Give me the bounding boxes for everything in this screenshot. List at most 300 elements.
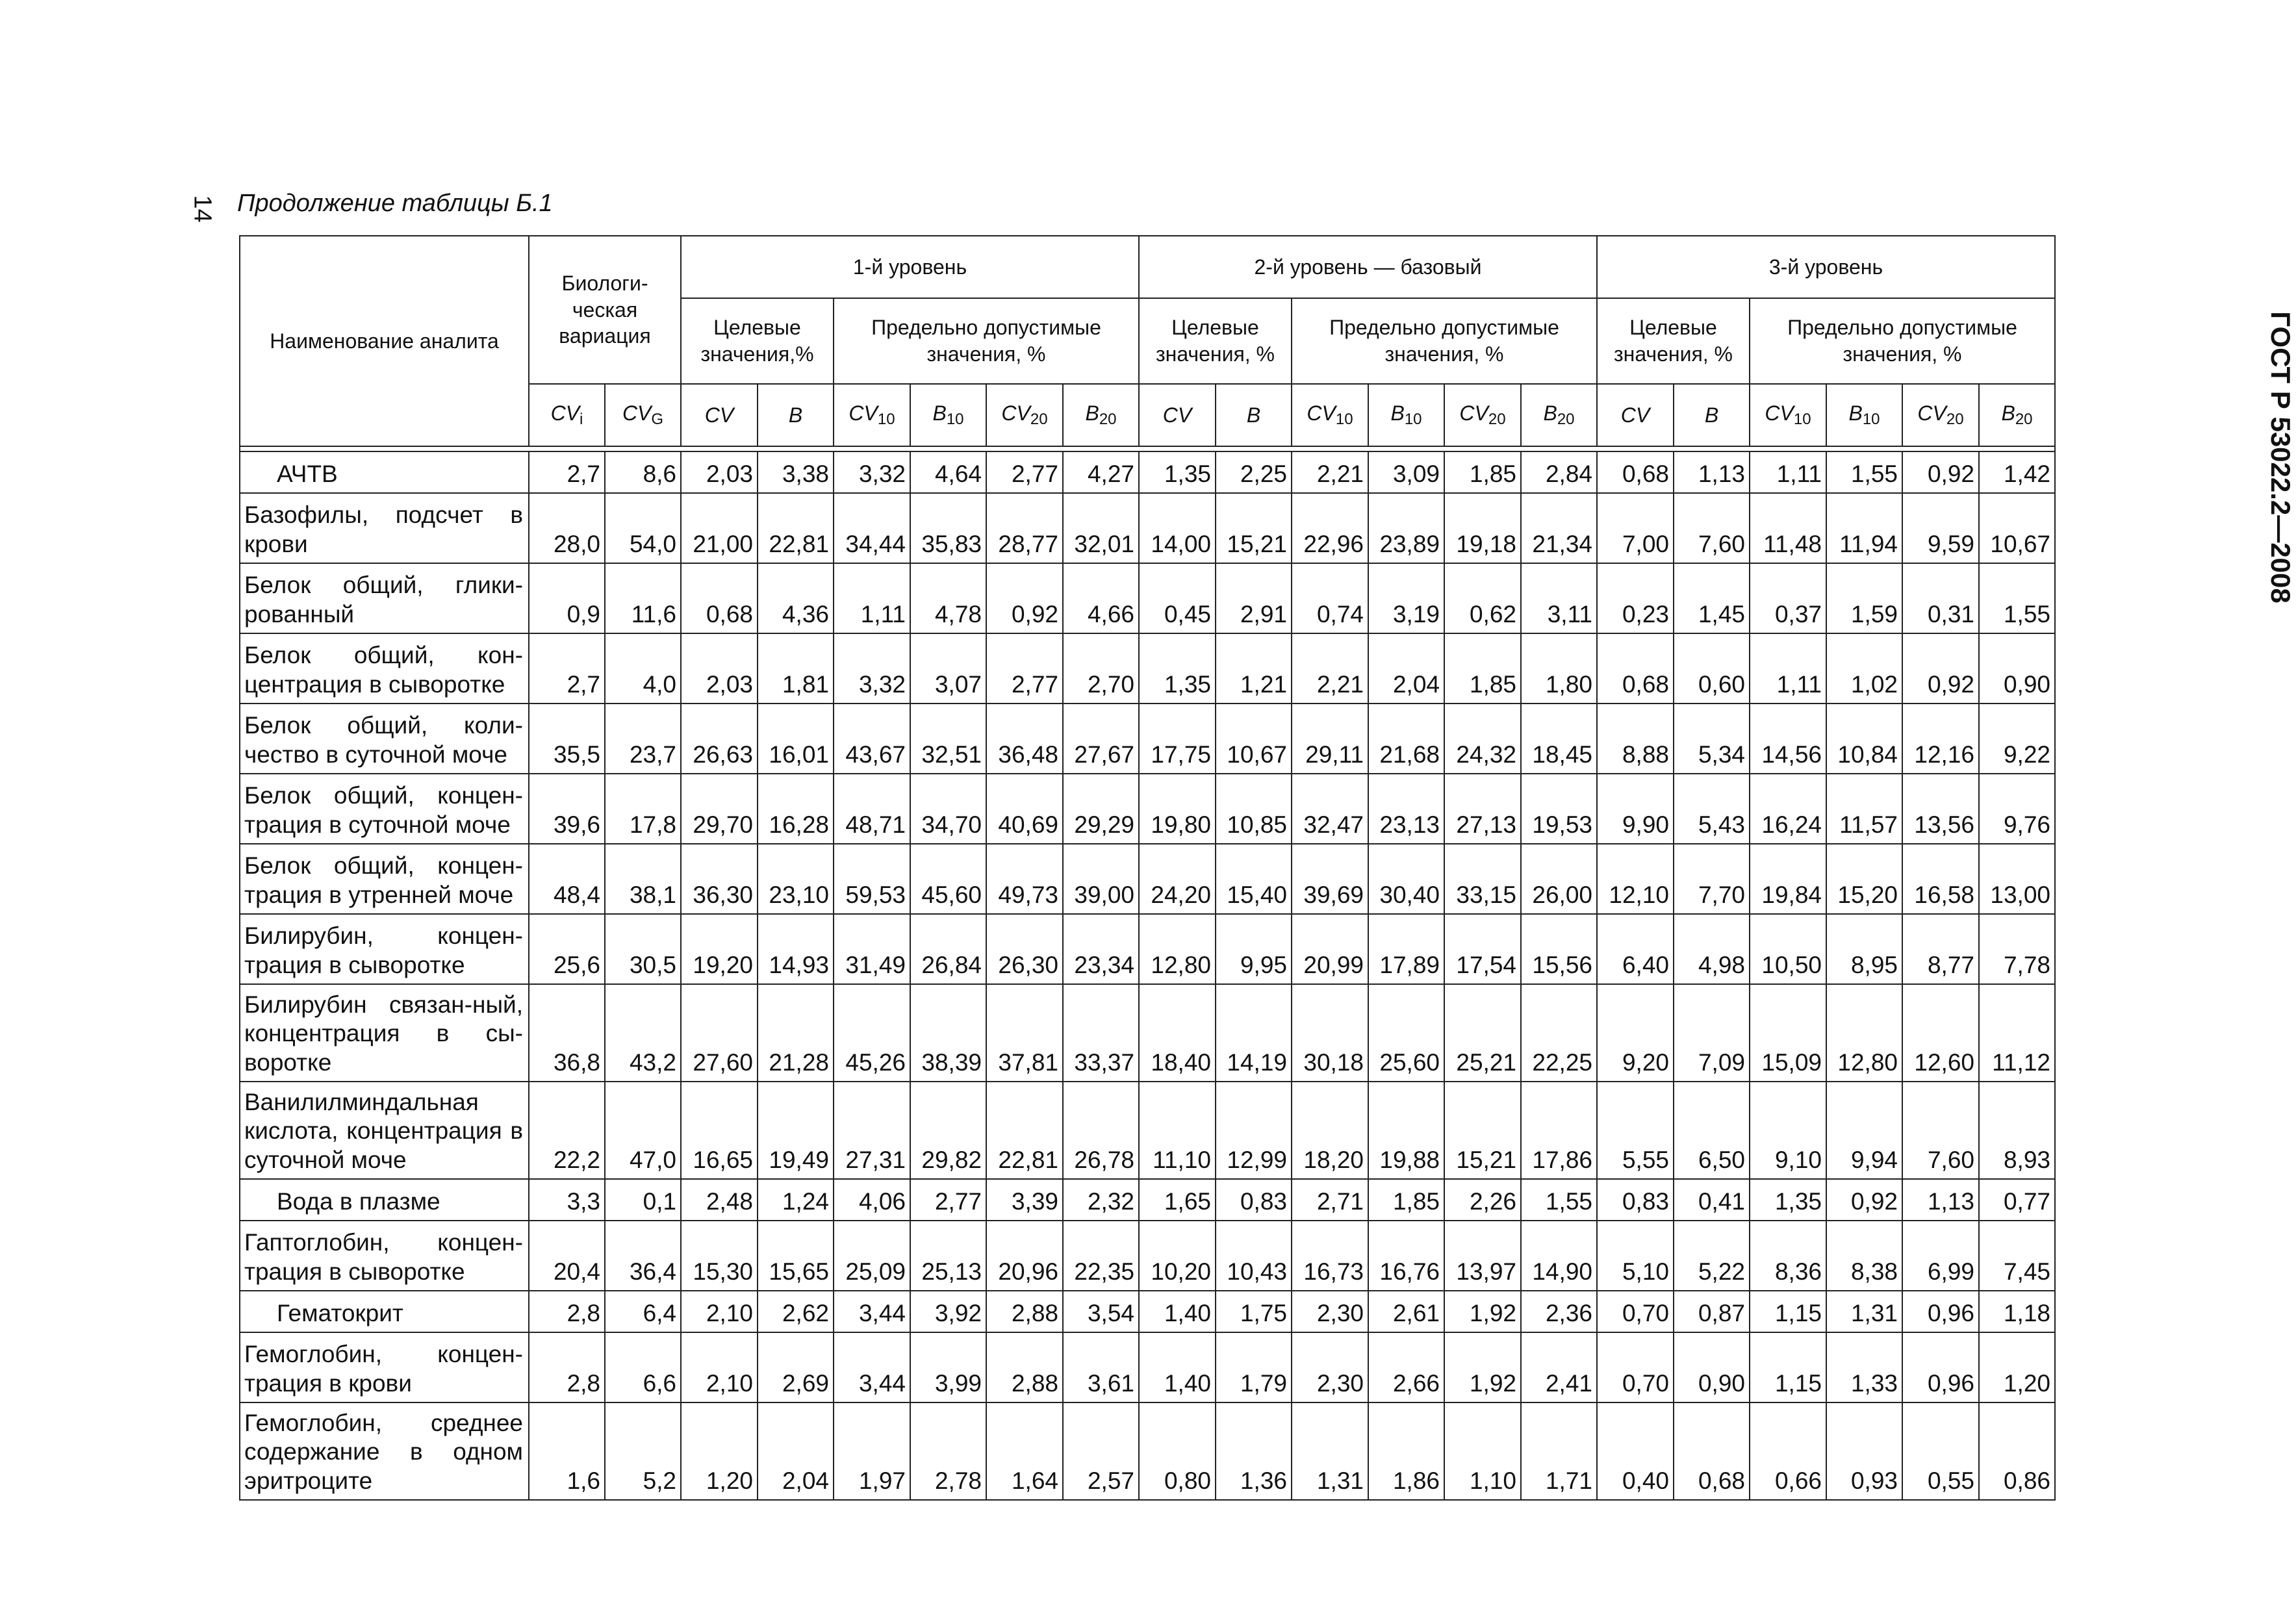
value-cell: 5,34 (1674, 704, 1750, 774)
analyte-name: АЧТВ (240, 451, 529, 493)
value-cell: 1,92 (1444, 1291, 1521, 1332)
value-cell: 15,65 (758, 1221, 834, 1291)
value-cell: 8,38 (1826, 1221, 1902, 1291)
value-cell: 45,26 (834, 984, 910, 1082)
analyte-name: Гемоглобин, концен-трация в крови (240, 1332, 529, 1402)
value-cell: 9,20 (1597, 984, 1674, 1082)
value-cell: 30,40 (1368, 844, 1444, 914)
value-cell: 1,45 (1674, 563, 1750, 633)
value-cell: 2,78 (910, 1402, 986, 1500)
header-cv20: $CV_{20}$ (1902, 384, 1979, 446)
value-cell: 21,68 (1368, 704, 1444, 774)
header-b20: $B_{20}$ (1521, 384, 1597, 446)
value-cell: 0,90 (1979, 633, 2055, 704)
value-cell: 1,11 (1750, 633, 1826, 704)
analyte-name: Белок общий, концен-трация в утренней моче (240, 844, 529, 914)
value-cell: 10,67 (1216, 704, 1292, 774)
value-cell: 16,58 (1902, 844, 1979, 914)
value-cell: 19,49 (758, 1082, 834, 1179)
value-cell: 0,70 (1597, 1332, 1674, 1402)
value-cell: 8,77 (1902, 914, 1979, 984)
value-cell: 1,18 (1979, 1291, 2055, 1332)
value-cell: 23,10 (758, 844, 834, 914)
table-row (240, 1082, 2055, 1179)
value-cell: 49,73 (986, 844, 1063, 914)
value-cell: 2,77 (986, 633, 1063, 704)
value-cell: 22,25 (1521, 984, 1597, 1082)
value-cell: 6,40 (1597, 914, 1674, 984)
value-cell: 27,60 (681, 984, 758, 1082)
analyte-name: Белок общий, концен-трация в суточной моче (240, 774, 529, 844)
value-cell: 15,40 (1216, 844, 1292, 914)
value-cell: 6,99 (1902, 1221, 1979, 1291)
table-row (240, 774, 2055, 844)
table-row (240, 633, 2055, 704)
value-cell: 14,90 (1521, 1221, 1597, 1291)
value-cell: 4,98 (1674, 914, 1750, 984)
value-cell: 27,31 (834, 1082, 910, 1179)
value-cell: 4,66 (1063, 563, 1139, 633)
value-cell: 16,76 (1368, 1221, 1444, 1291)
value-cell: 18,20 (1292, 1082, 1368, 1179)
value-cell: 0,37 (1750, 563, 1826, 633)
value-cell: 0,70 (1597, 1291, 1674, 1332)
value-cell: 17,86 (1521, 1082, 1597, 1179)
value-cell: 35,5 (529, 704, 605, 774)
value-cell: 1,42 (1979, 451, 2055, 493)
value-cell: 0,92 (1902, 451, 1979, 493)
value-cell: 8,36 (1750, 1221, 1826, 1291)
value-cell: 39,6 (529, 774, 605, 844)
analyte-name: Билирубин связан-ный, концентрация в сы-воротке (240, 984, 529, 1082)
header-target-l1: Целевые значения,% (681, 298, 834, 384)
header-separator (240, 446, 2055, 451)
analyte-name: Белок общий, глики-рованный (240, 563, 529, 633)
value-cell: 0,86 (1979, 1402, 2055, 1500)
value-cell: 12,10 (1597, 844, 1674, 914)
analyte-name: Гемоглобин, среднее содержание в одном эритроците (240, 1402, 529, 1500)
value-cell: 5,55 (1597, 1082, 1674, 1179)
table-caption: Продолжение таблицы Б.1 (237, 190, 553, 217)
table-body (240, 451, 2055, 1500)
value-cell: 11,10 (1139, 1082, 1216, 1179)
value-cell: 2,62 (758, 1291, 834, 1332)
value-cell: 34,44 (834, 493, 910, 563)
table-row (240, 1332, 2055, 1402)
value-cell: 33,15 (1444, 844, 1521, 914)
value-cell: 4,06 (834, 1179, 910, 1221)
value-cell: 22,81 (758, 493, 834, 563)
value-cell: 1,40 (1139, 1291, 1216, 1332)
header-cv10: $CV_{10}$ (1750, 384, 1826, 446)
value-cell: 6,4 (605, 1291, 681, 1332)
header-level-3: 3-й уровень (1597, 236, 2055, 298)
value-cell: 1,35 (1139, 451, 1216, 493)
value-cell: 36,30 (681, 844, 758, 914)
header-b10: $B_{10}$ (1368, 384, 1444, 446)
header-b20: $B_{20}$ (1063, 384, 1139, 446)
value-cell: 2,36 (1521, 1291, 1597, 1332)
value-cell: 36,4 (605, 1221, 681, 1291)
analyte-name: Гематокрит (240, 1291, 529, 1332)
value-cell: 0,87 (1674, 1291, 1750, 1332)
value-cell: 45,60 (910, 844, 986, 914)
value-cell: 26,84 (910, 914, 986, 984)
value-cell: 9,22 (1979, 704, 2055, 774)
value-cell: 12,80 (1826, 984, 1902, 1082)
value-cell: 27,67 (1063, 704, 1139, 774)
table-row (240, 1402, 2055, 1500)
value-cell: 30,18 (1292, 984, 1368, 1082)
value-cell: 3,99 (910, 1332, 986, 1402)
value-cell: 1,75 (1216, 1291, 1292, 1332)
value-cell: 25,6 (529, 914, 605, 984)
value-cell: 8,93 (1979, 1082, 2055, 1179)
value-cell: 31,49 (834, 914, 910, 984)
value-cell: 1,15 (1750, 1332, 1826, 1402)
value-cell: 0,68 (1597, 633, 1674, 704)
value-cell: 3,92 (910, 1291, 986, 1332)
value-cell: 2,7 (529, 451, 605, 493)
value-cell: 5,43 (1674, 774, 1750, 844)
value-cell: 0,83 (1216, 1179, 1292, 1221)
value-cell: 1,24 (758, 1179, 834, 1221)
value-cell: 2,70 (1063, 633, 1139, 704)
header-cvg: $CV_G$ (605, 384, 681, 446)
value-cell: 3,11 (1521, 563, 1597, 633)
header-target-l3: Целевые значения, % (1597, 298, 1750, 384)
value-cell: 2,30 (1292, 1291, 1368, 1332)
value-cell: 59,53 (834, 844, 910, 914)
value-cell: 14,00 (1139, 493, 1216, 563)
value-cell: 4,36 (758, 563, 834, 633)
value-cell: 54,0 (605, 493, 681, 563)
value-cell: 5,10 (1597, 1221, 1674, 1291)
header-cv: CV (1139, 384, 1216, 446)
value-cell: 0,41 (1674, 1179, 1750, 1221)
value-cell: 9,76 (1979, 774, 2055, 844)
value-cell: 22,2 (529, 1082, 605, 1179)
value-cell: 36,8 (529, 984, 605, 1082)
value-cell: 23,7 (605, 704, 681, 774)
value-cell: 1,65 (1139, 1179, 1216, 1221)
value-cell: 32,01 (1063, 493, 1139, 563)
value-cell: 15,20 (1826, 844, 1902, 914)
value-cell: 7,70 (1674, 844, 1750, 914)
value-cell: 0,68 (1674, 1402, 1750, 1500)
value-cell: 9,94 (1826, 1082, 1902, 1179)
value-cell: 0,40 (1597, 1402, 1674, 1500)
value-cell: 8,88 (1597, 704, 1674, 774)
value-cell: 21,28 (758, 984, 834, 1082)
value-cell: 2,66 (1368, 1332, 1444, 1402)
value-cell: 26,78 (1063, 1082, 1139, 1179)
value-cell: 8,95 (1826, 914, 1902, 984)
value-cell: 1,59 (1826, 563, 1902, 633)
value-cell: 3,3 (529, 1179, 605, 1221)
value-cell: 15,21 (1216, 493, 1292, 563)
value-cell: 12,99 (1216, 1082, 1292, 1179)
value-cell: 1,15 (1750, 1291, 1826, 1332)
value-cell: 3,54 (1063, 1291, 1139, 1332)
value-cell: 1,33 (1826, 1332, 1902, 1402)
value-cell: 1,97 (834, 1402, 910, 1500)
value-cell: 2,48 (681, 1179, 758, 1221)
value-cell: 1,35 (1139, 633, 1216, 704)
value-cell: 12,16 (1902, 704, 1979, 774)
analyte-name: Белок общий, кон-центрация в сыворотке (240, 633, 529, 704)
value-cell: 1,31 (1292, 1402, 1368, 1500)
value-cell: 1,20 (1979, 1332, 2055, 1402)
header-cv10: $CV_{10}$ (1292, 384, 1368, 446)
value-cell: 23,13 (1368, 774, 1444, 844)
value-cell: 23,34 (1063, 914, 1139, 984)
analyte-name: Белок общий, коли-чество в суточной моче (240, 704, 529, 774)
value-cell: 19,84 (1750, 844, 1826, 914)
value-cell: 20,99 (1292, 914, 1368, 984)
header-b10: $B_{10}$ (1826, 384, 1902, 446)
value-cell: 0,1 (605, 1179, 681, 1221)
value-cell: 32,51 (910, 704, 986, 774)
header-limit-l3: Предельно допустимые значения, % (1750, 298, 2055, 384)
value-cell: 2,32 (1063, 1179, 1139, 1221)
value-cell: 4,0 (605, 633, 681, 704)
separator-cell (240, 446, 2055, 451)
header-cv: CV (1597, 384, 1674, 446)
value-cell: 2,03 (681, 633, 758, 704)
value-cell: 0,23 (1597, 563, 1674, 633)
value-cell: 2,77 (986, 451, 1063, 493)
value-cell: 3,44 (834, 1291, 910, 1332)
value-cell: 26,00 (1521, 844, 1597, 914)
value-cell: 1,13 (1902, 1179, 1979, 1221)
value-cell: 6,50 (1674, 1082, 1750, 1179)
value-cell: 7,09 (1674, 984, 1750, 1082)
value-cell: 5,2 (605, 1402, 681, 1500)
value-cell: 2,26 (1444, 1179, 1521, 1221)
value-cell: 7,00 (1597, 493, 1674, 563)
value-cell: 33,37 (1063, 984, 1139, 1082)
value-cell: 2,21 (1292, 451, 1368, 493)
value-cell: 19,80 (1139, 774, 1216, 844)
value-cell: 3,32 (834, 633, 910, 704)
value-cell: 16,73 (1292, 1221, 1368, 1291)
header-cvi: $CV_i$ (529, 384, 605, 446)
analyte-name: Гаптоглобин, концен-трация в сыворотке (240, 1221, 529, 1291)
value-cell: 2,88 (986, 1291, 1063, 1332)
value-cell: 1,79 (1216, 1332, 1292, 1402)
value-cell: 1,13 (1674, 451, 1750, 493)
value-cell: 29,11 (1292, 704, 1368, 774)
value-cell: 4,78 (910, 563, 986, 633)
value-cell: 22,96 (1292, 493, 1368, 563)
value-cell: 28,77 (986, 493, 1063, 563)
value-cell: 0,45 (1139, 563, 1216, 633)
value-cell: 1,85 (1444, 451, 1521, 493)
value-cell: 36,48 (986, 704, 1063, 774)
value-cell: 9,59 (1902, 493, 1979, 563)
value-cell: 2,41 (1521, 1332, 1597, 1402)
value-cell: 1,11 (1750, 451, 1826, 493)
value-cell: 10,85 (1216, 774, 1292, 844)
value-cell: 9,90 (1597, 774, 1674, 844)
value-cell: 0,92 (986, 563, 1063, 633)
value-cell: 34,70 (910, 774, 986, 844)
value-cell: 12,80 (1139, 914, 1216, 984)
value-cell: 7,45 (1979, 1221, 2055, 1291)
header-limit-l2: Предельно допустимые значения, % (1292, 298, 1597, 384)
value-cell: 12,60 (1902, 984, 1979, 1082)
value-cell: 2,61 (1368, 1291, 1444, 1332)
value-cell: 28,0 (529, 493, 605, 563)
value-cell: 29,70 (681, 774, 758, 844)
value-cell: 11,48 (1750, 493, 1826, 563)
analyte-table (239, 235, 2056, 1501)
header-b: B (758, 384, 834, 446)
header-b10: $B_{10}$ (910, 384, 986, 446)
value-cell: 48,4 (529, 844, 605, 914)
value-cell: 32,47 (1292, 774, 1368, 844)
header-bio-variation: Биологи-ческая вариация (529, 236, 681, 384)
value-cell: 29,29 (1063, 774, 1139, 844)
value-cell: 11,6 (605, 563, 681, 633)
value-cell: 1,92 (1444, 1332, 1521, 1402)
value-cell: 35,83 (910, 493, 986, 563)
table-row (240, 1179, 2055, 1221)
header-cv20: $CV_{20}$ (1444, 384, 1521, 446)
gost-designation: ГОСТ Р 53022.2—2008 (2265, 311, 2296, 603)
value-cell: 1,40 (1139, 1332, 1216, 1402)
value-cell: 3,32 (834, 451, 910, 493)
value-cell: 1,21 (1216, 633, 1292, 704)
table-row (240, 563, 2055, 633)
value-cell: 27,13 (1444, 774, 1521, 844)
value-cell: 2,10 (681, 1332, 758, 1402)
value-cell: 3,61 (1063, 1332, 1139, 1402)
value-cell: 17,75 (1139, 704, 1216, 774)
value-cell: 1,85 (1368, 1179, 1444, 1221)
page-number: 14 (188, 195, 216, 223)
value-cell: 1,80 (1521, 633, 1597, 704)
value-cell: 2,04 (1368, 633, 1444, 704)
table-row (240, 914, 2055, 984)
value-cell: 20,96 (986, 1221, 1063, 1291)
value-cell: 13,97 (1444, 1221, 1521, 1291)
value-cell: 38,1 (605, 844, 681, 914)
value-cell: 16,28 (758, 774, 834, 844)
value-cell: 4,64 (910, 451, 986, 493)
value-cell: 2,77 (910, 1179, 986, 1221)
value-cell: 24,20 (1139, 844, 1216, 914)
value-cell: 0,66 (1750, 1402, 1826, 1500)
value-cell: 0,68 (1597, 451, 1674, 493)
value-cell: 11,57 (1826, 774, 1902, 844)
value-cell: 15,09 (1750, 984, 1826, 1082)
value-cell: 3,38 (758, 451, 834, 493)
value-cell: 0,92 (1902, 633, 1979, 704)
value-cell: 1,20 (681, 1402, 758, 1500)
analyte-name: Вода в плазме (240, 1179, 529, 1221)
value-cell: 25,21 (1444, 984, 1521, 1082)
value-cell: 0,55 (1902, 1402, 1979, 1500)
table-row (240, 704, 2055, 774)
value-cell: 13,00 (1979, 844, 2055, 914)
value-cell: 1,81 (758, 633, 834, 704)
value-cell: 22,35 (1063, 1221, 1139, 1291)
value-cell: 10,67 (1979, 493, 2055, 563)
table-row (240, 493, 2055, 563)
value-cell: 7,60 (1902, 1082, 1979, 1179)
value-cell: 2,03 (681, 451, 758, 493)
value-cell: 19,20 (681, 914, 758, 984)
header-cv10: $CV_{10}$ (834, 384, 910, 446)
header-cv20: $CV_{20}$ (986, 384, 1063, 446)
analyte-name: Ванилилминдальная кислота, концентрация в суточной моче (240, 1082, 529, 1179)
value-cell: 1,35 (1750, 1179, 1826, 1221)
value-cell: 47,0 (605, 1082, 681, 1179)
value-cell: 21,34 (1521, 493, 1597, 563)
value-cell: 40,69 (986, 774, 1063, 844)
value-cell: 0,90 (1674, 1332, 1750, 1402)
value-cell: 25,13 (910, 1221, 986, 1291)
value-cell: 17,8 (605, 774, 681, 844)
value-cell: 4,27 (1063, 451, 1139, 493)
value-cell: 0,74 (1292, 563, 1368, 633)
analyte-name: Базофилы, подсчет в крови (240, 493, 529, 563)
value-cell: 2,04 (758, 1402, 834, 1500)
value-cell: 2,10 (681, 1291, 758, 1332)
table-row (240, 1291, 2055, 1332)
value-cell: 3,19 (1368, 563, 1444, 633)
value-cell: 18,40 (1139, 984, 1216, 1082)
value-cell: 1,85 (1444, 633, 1521, 704)
header-level-2: 2-й уровень — базовый (1139, 236, 1597, 298)
header-limit-l1: Предельно допустимые значения, % (834, 298, 1139, 384)
value-cell: 0,80 (1139, 1402, 1216, 1500)
value-cell: 1,55 (1521, 1179, 1597, 1221)
value-cell: 16,24 (1750, 774, 1826, 844)
value-cell: 2,30 (1292, 1332, 1368, 1402)
value-cell: 2,8 (529, 1291, 605, 1332)
value-cell: 25,60 (1368, 984, 1444, 1082)
value-cell: 23,89 (1368, 493, 1444, 563)
value-cell: 6,6 (605, 1332, 681, 1402)
value-cell: 39,00 (1063, 844, 1139, 914)
value-cell: 1,55 (1826, 451, 1902, 493)
value-cell: 26,30 (986, 914, 1063, 984)
value-cell: 25,09 (834, 1221, 910, 1291)
value-cell: 1,02 (1826, 633, 1902, 704)
value-cell: 2,88 (986, 1332, 1063, 1402)
value-cell: 2,25 (1216, 451, 1292, 493)
value-cell: 39,69 (1292, 844, 1368, 914)
value-cell: 11,12 (1979, 984, 2055, 1082)
value-cell: 18,45 (1521, 704, 1597, 774)
table-row (240, 1221, 2055, 1291)
value-cell: 1,86 (1368, 1402, 1444, 1500)
value-cell: 9,10 (1750, 1082, 1826, 1179)
value-cell: 1,36 (1216, 1402, 1292, 1500)
value-cell: 13,56 (1902, 774, 1979, 844)
value-cell: 5,22 (1674, 1221, 1750, 1291)
value-cell: 8,6 (605, 451, 681, 493)
value-cell: 21,00 (681, 493, 758, 563)
value-cell: 16,65 (681, 1082, 758, 1179)
value-cell: 0,77 (1979, 1179, 2055, 1221)
header-b: B (1674, 384, 1750, 446)
value-cell: 0,93 (1826, 1402, 1902, 1500)
value-cell: 0,96 (1902, 1291, 1979, 1332)
